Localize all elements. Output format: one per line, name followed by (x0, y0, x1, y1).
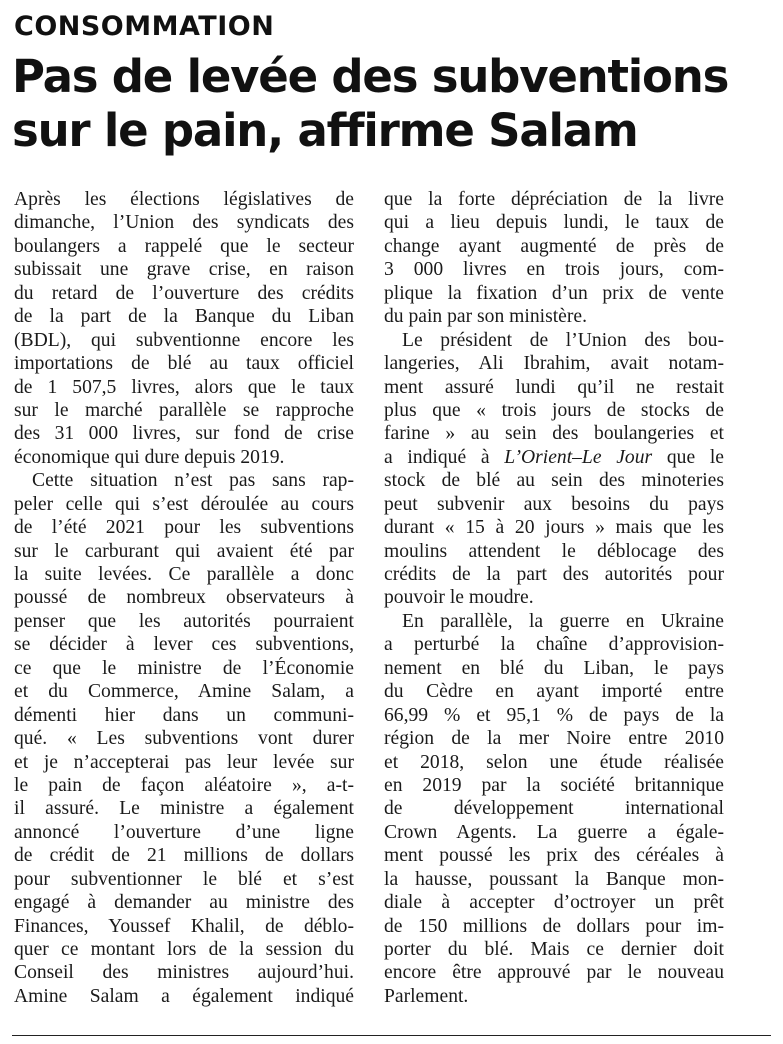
body-line-left: Cette situation n’est pas sans rap- (32, 470, 354, 492)
body-line-right: du pain par son ministère. (384, 306, 587, 328)
body-line-left: poussé de nombreux observateurs à (14, 587, 354, 609)
newspaper-name: L’Orient–Le Jour (504, 446, 653, 468)
body-line-right: de 150 millions de dollars pour im- (384, 915, 724, 937)
body-line-right: diale à accepter d’octroyer un prêt (384, 892, 724, 914)
section-kicker: CONSOMMATION (14, 11, 275, 42)
body-line-left: la suite levées. Ce parallèle a donc (14, 564, 354, 585)
body-line-left: boulangers a rappelé que le secteur (14, 235, 354, 257)
body-line-right: plus que « trois jours de stocks de (384, 399, 724, 421)
body-line-left: Amine Salam a également indiqué (14, 985, 354, 1007)
body-line-left: (BDL), qui subventionne encore les (14, 329, 354, 351)
body-line-left: dimanche, l’Union des syndicats des (14, 212, 354, 234)
body-line-left: démenti hier dans un communi- (14, 704, 354, 726)
body-line-left: Après les élections législatives de (14, 189, 354, 210)
headline-line-1: Pas de levée des subventions (12, 50, 729, 103)
body-line-left: de l’été 2021 pour les subventions (14, 517, 354, 539)
body-line-left: quer ce montant lors de la session du (14, 939, 354, 960)
body-line-left: pour subventionner le blé et s’est (14, 868, 354, 890)
body-line-right: Crown Agents. La guerre a égale- (384, 821, 724, 843)
body-column-right (384, 188, 724, 1008)
body-line-right: encore être approuvé par le nouveau (384, 962, 724, 984)
body-line-left: Finances, Youssef Khalil, de déblo- (14, 915, 354, 937)
body-line-left: penser que les autorités pourraient (14, 610, 354, 632)
body-line-left: sur le marché parallèle se rapproche (14, 399, 354, 421)
body-line-left: de 1 507,5 livres, alors que le taux (14, 376, 354, 398)
body-line-right: nement en blé du Liban, le pays (384, 657, 724, 679)
body-line-left: engagé à demander au ministre des (14, 892, 354, 914)
body-line-right: farine » au sein des boulangeries et (384, 423, 724, 445)
body-line-right: En parallèle, la guerre en Ukraine (402, 610, 724, 632)
body-line-right: de développement international (384, 798, 724, 820)
body-line-left: et du Commerce, Amine Salam, a (14, 681, 354, 703)
body-line-right: ment assuré lundi qu’il ne restait (384, 376, 724, 398)
body-line-right: ment poussé les prix des céréales à (384, 845, 724, 867)
body-line-right: la hausse, poussant la Banque mon- (384, 868, 724, 890)
body-line-right: et 2018, selon une étude réalisée (384, 751, 724, 773)
headline-line-2: sur le pain, affirme Salam (12, 104, 638, 157)
body-line-left: des 31 000 livres, sur fond de crise (14, 423, 354, 445)
body-line-left: il assuré. Le ministre a également (14, 798, 354, 820)
body-line-right: crédits de la part des autorités pour (384, 564, 724, 585)
body-line-left: de crédit de 21 millions de dollars (14, 845, 354, 867)
body-line-left: qué. « Les subventions vont durer (14, 728, 354, 750)
body-line-left: se décider à lever ces subventions, (14, 634, 354, 656)
body-line-right: a indiqué à L’Orient–Le Jour que le (384, 446, 724, 468)
headline (12, 50, 772, 158)
body-line-left: le pain de façon aléatoire », a-t- (14, 774, 354, 796)
bottom-rule (12, 1035, 771, 1036)
body-line-right: région de la mer Noire entre 2010 (384, 728, 724, 750)
body-line-right: 3 000 livres en trois jours, com- (384, 259, 724, 281)
body-line-left: peler celle qui s’est déroulée au cours (14, 493, 354, 515)
body-line-right: change ayant augmenté de près de (384, 235, 724, 257)
body-line-right: moulins attendent le déblocage des (384, 540, 724, 562)
body-line-right: que la forte dépréciation de la livre (384, 189, 724, 210)
body-line-right: pouvoir le moudre. (384, 587, 534, 609)
body-line-left: annoncé l’ouverture d’une ligne (14, 821, 354, 843)
body-line-left: subissait une grave crise, en raison (14, 259, 354, 281)
body-line-right: stock de blé au sein des minoteries (384, 470, 724, 492)
body-line-left: sur le carburant qui avaient été par (14, 540, 354, 562)
body-line-right: durant « 15 à 20 jours » mais que les (384, 517, 724, 539)
body-line-left: importations de blé au taux officiel (14, 353, 354, 375)
body-column-left (14, 188, 354, 1008)
body-line-right: du Cèdre en ayant importé entre (384, 681, 724, 703)
body-line-left: économique qui dure depuis 2019. (14, 446, 285, 468)
body-line-right: Le président de l’Union des bou- (402, 329, 724, 351)
body-line-right: porter du blé. Mais ce dernier doit (384, 939, 724, 960)
body-line-left: de la part de la Banque du Liban (14, 306, 354, 328)
body-line-right: en 2019 par la société britannique (384, 774, 724, 796)
body-line-right: qui a lieu depuis lundi, le taux de (384, 212, 724, 234)
body-line-right: 66,99 % et 95,1 % de pays de la (384, 704, 724, 726)
body-line-right: peut subvenir aux besoins du pays (384, 493, 724, 515)
body-line-right: Parlement. (384, 985, 469, 1007)
body-line-left: et je n’accepterai pas leur levée sur (14, 751, 354, 773)
body-line-right: plique la fixation d’un prix de vente (384, 282, 724, 304)
body-line-left: du retard de l’ouverture des crédits (14, 282, 354, 304)
body-line-left: Conseil des ministres aujourd’hui. (14, 962, 354, 984)
body-line-left: ce que le ministre de l’Économie (14, 657, 354, 679)
body-line-right: langeries, Ali Ibrahim, avait notam- (384, 353, 724, 375)
body-line-right: a perturbé la chaîne d’approvision- (384, 634, 724, 656)
